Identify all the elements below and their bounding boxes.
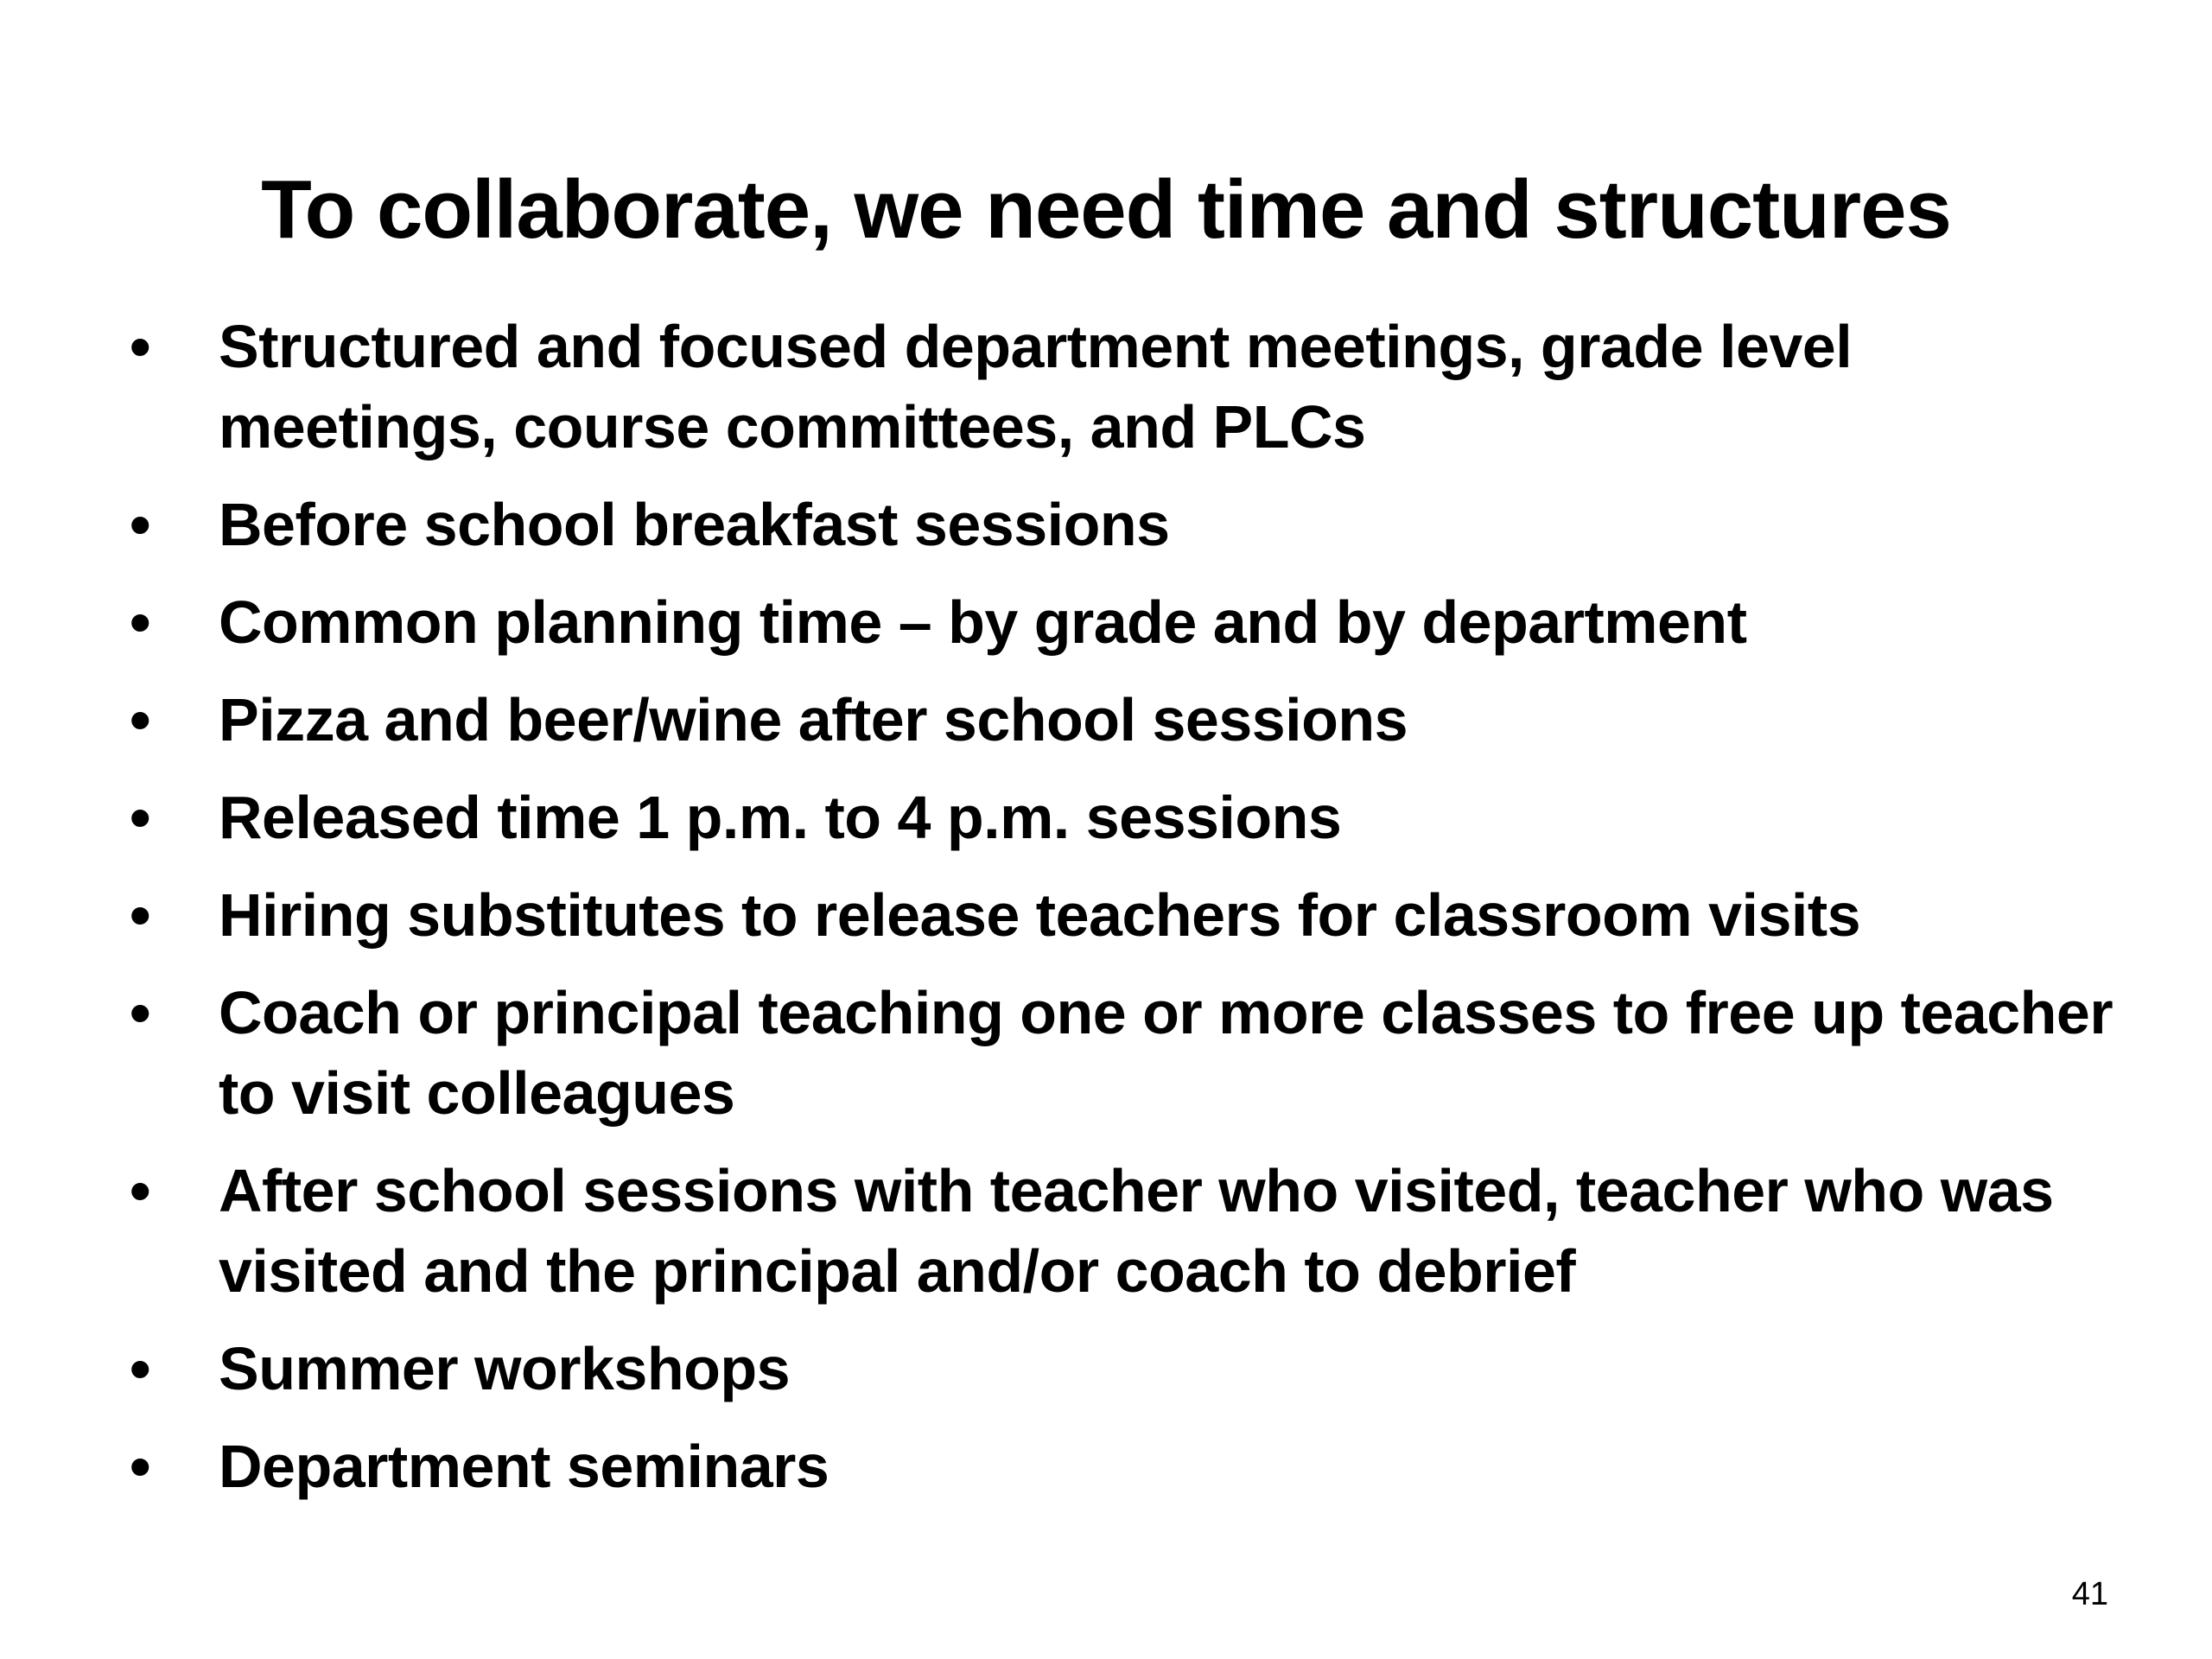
bullet-dot-icon: • (130, 313, 151, 380)
bullet-dot-icon: • (130, 1433, 151, 1500)
page-number: 41 (2071, 1576, 2108, 1612)
bullet-item (130, 1427, 2117, 1507)
bullet-item (130, 307, 2117, 467)
bullet-item (130, 973, 2117, 1134)
slide-title: To collaborate, we need time and structures (261, 163, 1951, 256)
bullet-item (130, 778, 2117, 858)
bullet-dot-icon: • (130, 979, 151, 1046)
bullet-dot-icon: • (130, 881, 151, 949)
bullet-dot-icon: • (130, 686, 151, 753)
bullet-dot-icon: • (130, 588, 151, 656)
bullet-text: After school sessions with teacher who visited, teacher who was visited and the principal and/or coach to debrief (219, 1157, 2054, 1305)
bullet-dot-icon: • (130, 1335, 151, 1402)
bullet-text: Pizza and beer/wine after school sessions (219, 686, 1408, 753)
bullet-item (130, 680, 2117, 760)
bullet-item (130, 1329, 2117, 1409)
bullet-text: Released time 1 p.m. to 4 p.m. sessions (219, 784, 1342, 851)
bullet-text: Department seminars (219, 1433, 830, 1500)
bullet-item (130, 485, 2117, 565)
bullet-text: Summer workshops (219, 1335, 791, 1402)
bullet-list (130, 307, 2117, 1524)
bullet-text: Coach or principal teaching one or more classes to free up teacher to visit colleagues (219, 979, 2113, 1127)
bullet-dot-icon: • (130, 1157, 151, 1224)
bullet-item (130, 875, 2117, 956)
bullet-dot-icon: • (130, 491, 151, 558)
bullet-text: Hiring substitutes to release teachers for classroom visits (219, 881, 1861, 949)
bullet-dot-icon: • (130, 784, 151, 851)
bullet-text: Structured and focused department meetings, grade level meetings, course committees, and PLCs (219, 313, 1853, 461)
bullet-item (130, 582, 2117, 663)
bullet-text: Before school breakfast sessions (219, 491, 1170, 558)
bullet-item (130, 1151, 2117, 1312)
bullet-text: Common planning time – by grade and by department (219, 588, 1747, 656)
